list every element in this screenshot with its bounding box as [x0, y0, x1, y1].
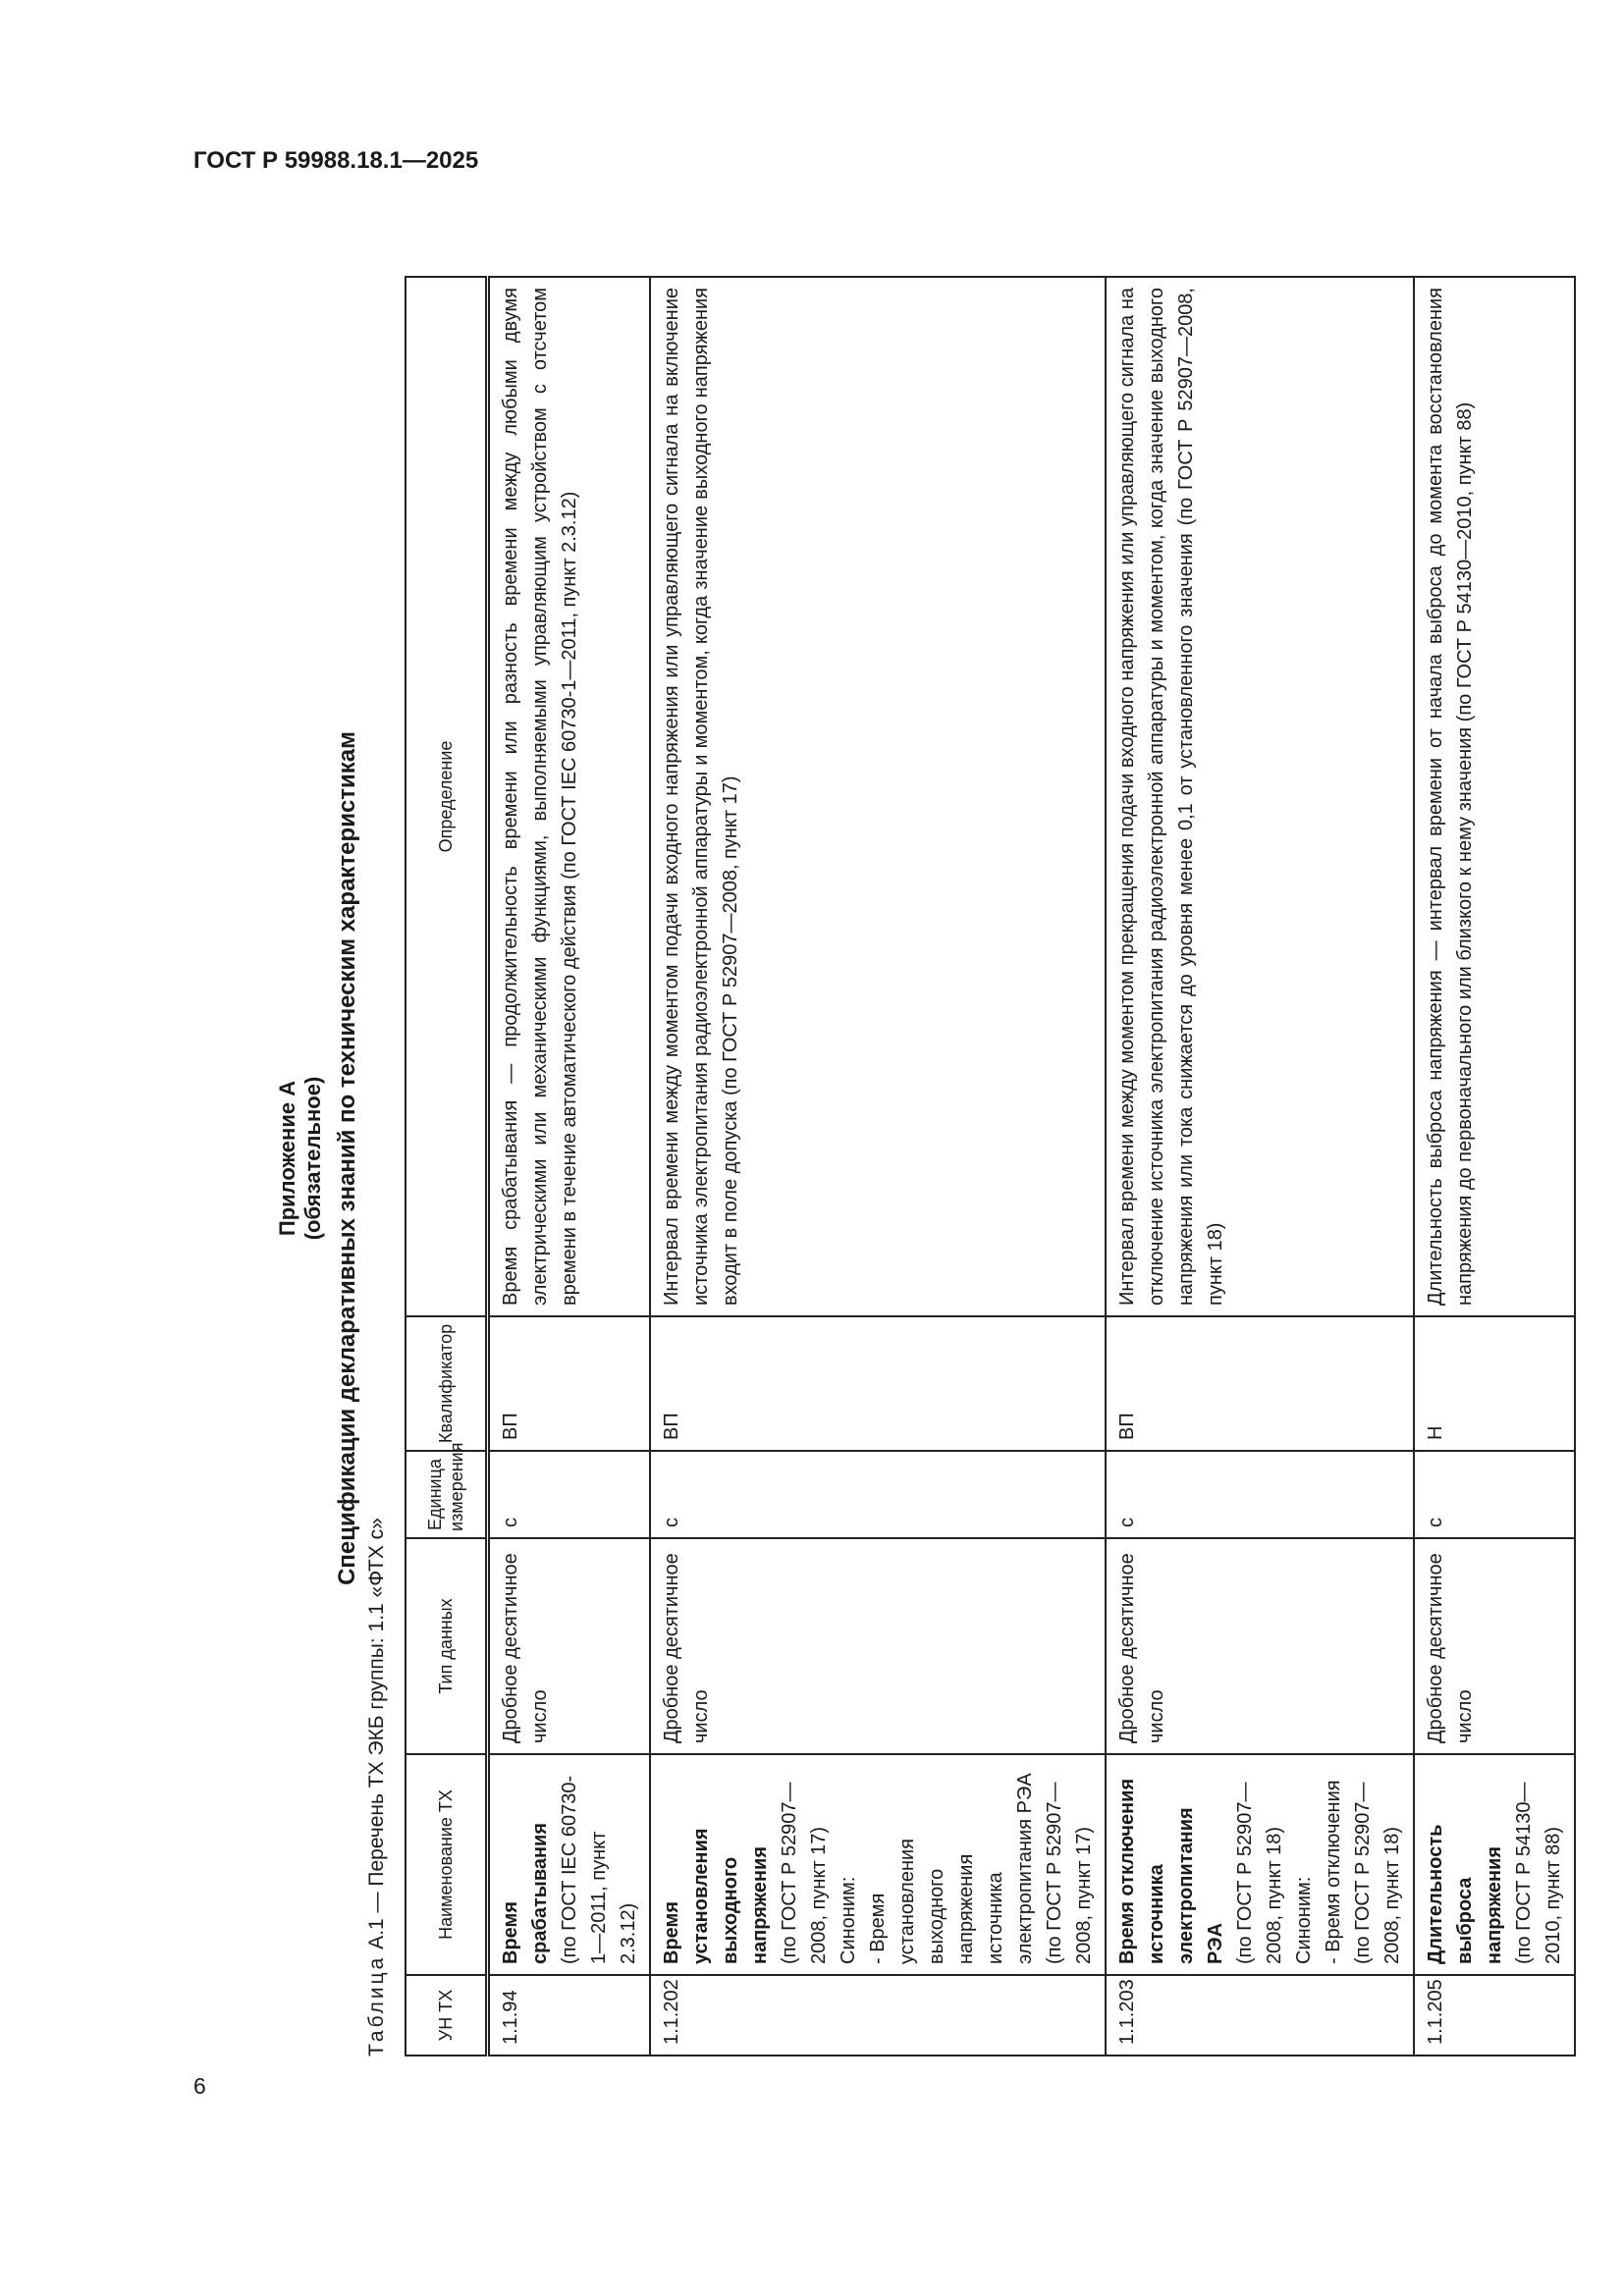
cell-name	[1106, 1754, 1414, 1975]
cell-qualifier: Н	[1414, 1316, 1575, 1451]
rotated-landscape-content	[275, 221, 1564, 2096]
table-caption-text: А.1 — Перечень ТХ ЭКБ группы: 1.1 «ФТХ с»	[365, 1518, 388, 1949]
spec-table	[405, 276, 1576, 2056]
cell-name	[1414, 1754, 1575, 1975]
cell-unit: с	[488, 1451, 651, 1538]
cell-type: Дробное десятичное число	[1106, 1538, 1414, 1754]
header-qualifier: Квалификатор	[406, 1316, 488, 1451]
cell-definition: Длительность выброса напряжения — интервал времени от начала выброса до момента восстановления напряжения до первоначального или близкого к нему значения (по ГОСТ Р 54130—2010, пункт 88)	[1414, 277, 1575, 1316]
spec-title: Спецификации декларативных знаний по техническим характеристикам	[334, 731, 360, 1585]
table-row	[488, 277, 651, 2056]
header-id: УН ТХ	[406, 1975, 488, 2056]
cell-id: 1.1.205	[1414, 1975, 1575, 2056]
cell-definition: Интервал времени между моментом прекращения подачи входного напряжения или управляющего сигнала на отключение источника электропитания радиоэлектронной аппаратуры и моментом, когда значение выходного напряжения или тока снижается до уровня менее 0,1 от установленного значения (по ГОСТ Р 52907—2008, пункт 18)	[1106, 277, 1414, 1316]
characteristic-name: Длительность выброса напряжения	[1425, 1824, 1505, 1964]
cell-name	[488, 1754, 651, 1975]
synonym-ref: (по ГОСТ Р 52907—2008, пункт 18)	[1352, 1782, 1403, 1964]
cell-id: 1.1.202	[650, 1975, 1106, 2056]
characteristic-name: Время установления выходного напряжения	[661, 1828, 771, 1964]
table-row	[1414, 277, 1575, 2056]
page-number: 6	[193, 2073, 206, 2099]
cell-qualifier: ВП	[650, 1316, 1106, 1451]
appendix-subtitle: (обязательное)	[300, 1076, 325, 1241]
synonym-ref: (по ГОСТ Р 52907—2008, пункт 17)	[1044, 1782, 1095, 1964]
cell-type: Дробное десятичное число	[650, 1538, 1106, 1754]
cell-type: Дробное десятичное число	[488, 1538, 651, 1754]
cell-id: 1.1.94	[488, 1975, 651, 2056]
synonym-label: Синоним:	[1293, 1876, 1315, 1964]
appendix-heading	[275, 221, 326, 2096]
synonym-text: - Время установления выходного напряжения источника электропитания РЭА	[867, 1773, 1036, 1964]
characteristic-name: Время срабатывания	[500, 1822, 551, 1964]
synonym-label: Синоним:	[838, 1876, 859, 1964]
cell-qualifier: ВП	[488, 1316, 651, 1451]
characteristic-ref: (по ГОСТ Р 52907—2008, пункт 18)	[1234, 1782, 1285, 1964]
cell-unit: с	[1414, 1451, 1575, 1538]
appendix-title: Приложение А	[275, 1080, 299, 1237]
synonym-text: - Время отключения	[1323, 1780, 1344, 1964]
cell-definition: Интервал времени между моментом подачи входного напряжения или управляющего сигнала на включение источника электропитания радиоэлектронной аппаратуры и моментом, когда значение выходного напряжения входит в поле допуска (по ГОСТ Р 52907—2008, пункт 17)	[650, 277, 1106, 1316]
header-name: Наименование ТХ	[406, 1754, 488, 1975]
table-caption-label: Таблица	[365, 1954, 388, 2056]
table-row	[1106, 277, 1414, 2056]
table-header-row	[406, 277, 488, 2056]
cell-unit: с	[1106, 1451, 1414, 1538]
cell-id: 1.1.203	[1106, 1975, 1414, 2056]
characteristic-name: Время отключения источника электропитания РЭА	[1116, 1778, 1226, 1964]
header-type: Тип данных	[406, 1538, 488, 1754]
header-unit: Единица измерения	[406, 1451, 488, 1538]
cell-name	[650, 1754, 1106, 1975]
characteristic-ref: (по ГОСТ IEC 60730-1—2011, пункт 2.3.12)	[559, 1775, 639, 1964]
cell-qualifier: ВП	[1106, 1316, 1414, 1451]
header-definition: Определение	[406, 277, 488, 1316]
document-code: ГОСТ Р 59988.18.1—2025	[193, 147, 479, 174]
table-row	[650, 277, 1106, 2056]
table-caption	[365, 1518, 389, 2056]
cell-type: Дробное десятичное число	[1414, 1538, 1575, 1754]
characteristic-ref: (по ГОСТ Р 54130—2010, пункт 88)	[1513, 1782, 1564, 1964]
cell-unit: с	[650, 1451, 1106, 1538]
cell-definition: Время срабатывания — продолжительность времени или разность времени между любыми двумя электрическими или механическими функциями, выполняемыми управляющим устройством с отсчетом времени в течение автоматического действия (по ГОСТ IEC 60730-1—2011, пункт 2.3.12)	[488, 277, 651, 1316]
characteristic-ref: (по ГОСТ Р 52907—2008, пункт 17)	[779, 1782, 830, 1964]
